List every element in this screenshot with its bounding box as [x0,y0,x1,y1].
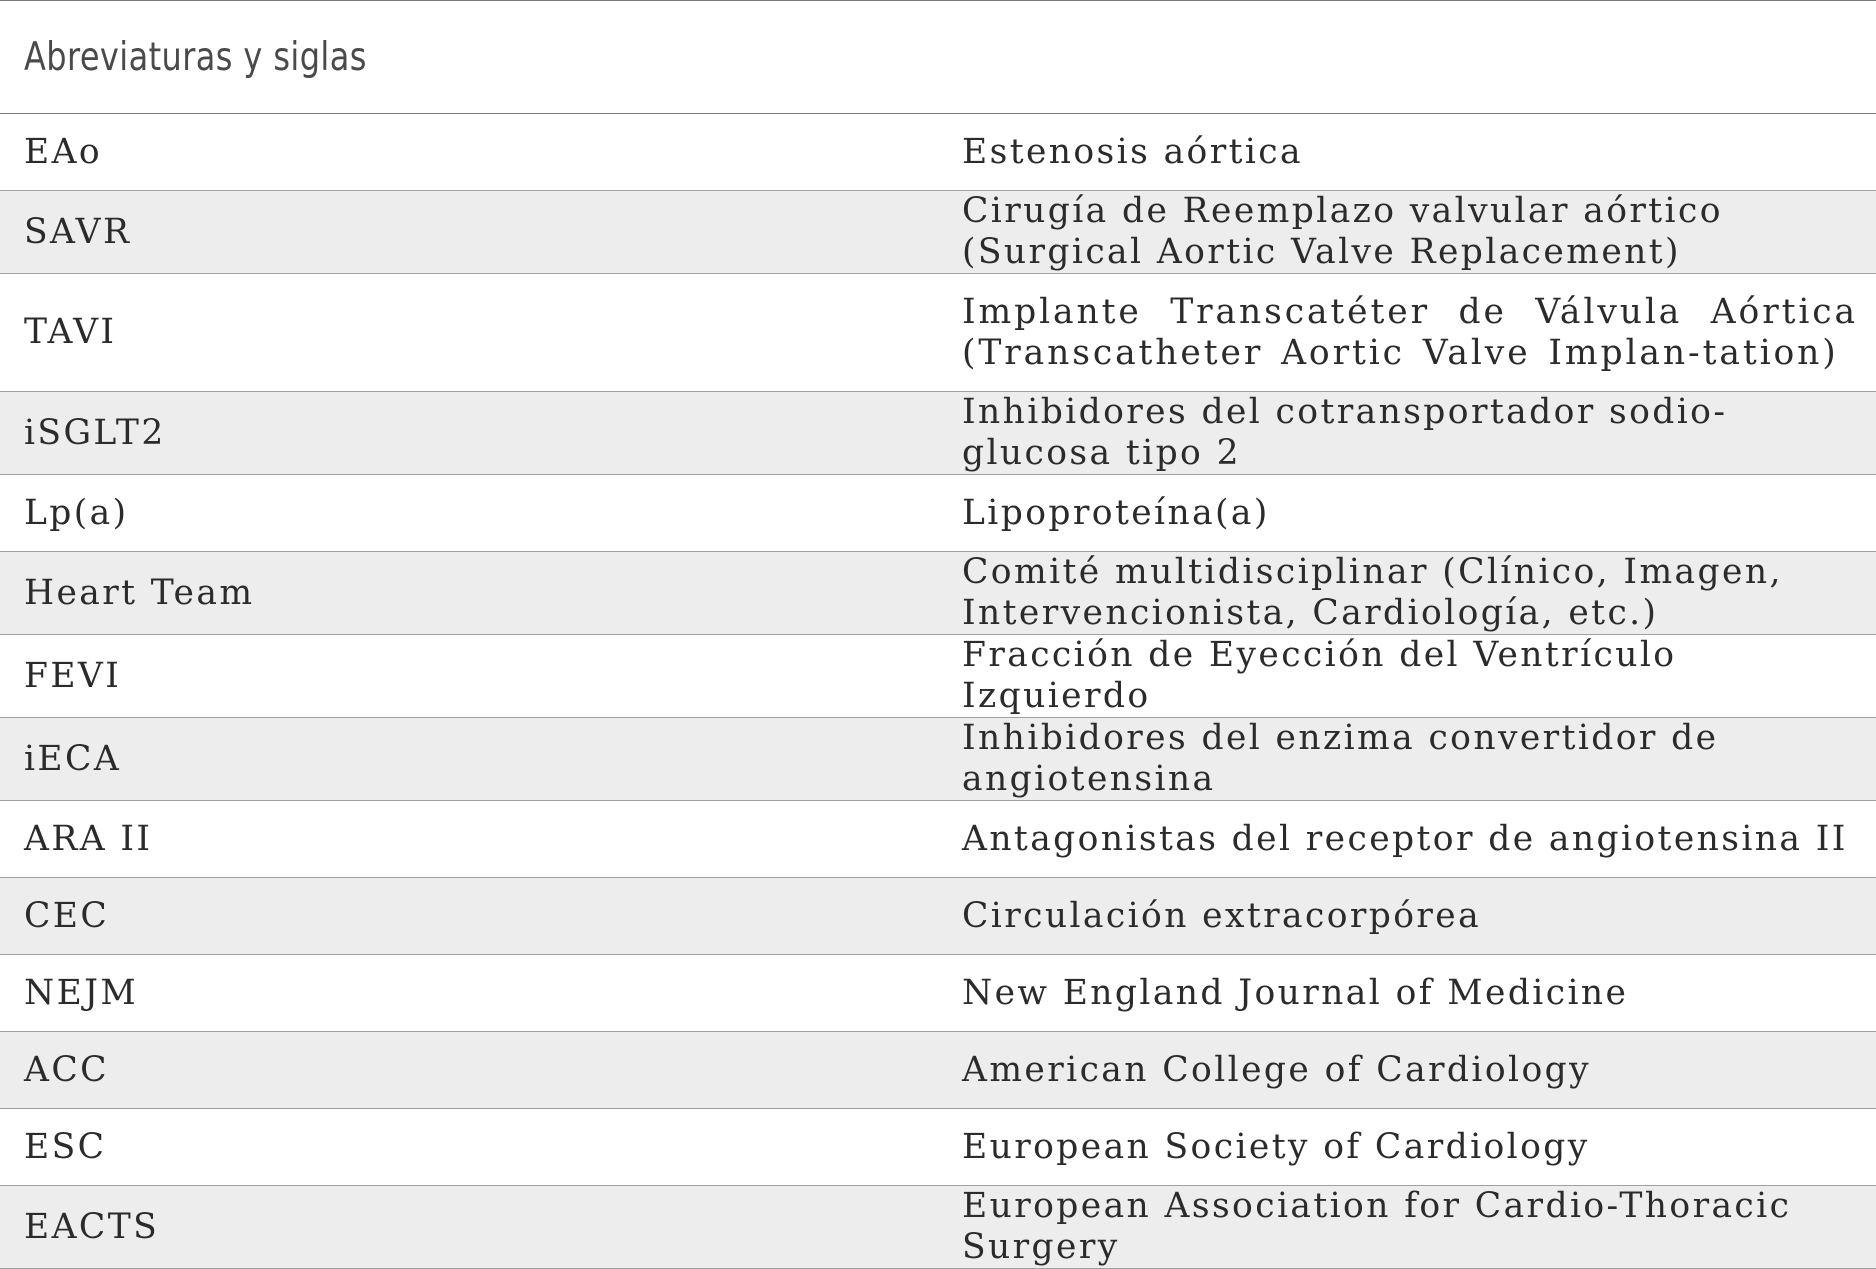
meaning-cell: Fracción de Eyección del Ventrículo Izquierdo [938,635,1876,718]
table-row [0,878,1876,955]
table-row [0,1109,1876,1186]
abbreviation-cell: ESC [0,1109,938,1186]
table-row [0,801,1876,878]
abbreviation-cell: ARA II [0,801,938,878]
table-row [0,635,1876,718]
meaning-cell: Antagonistas del receptor de angiotensina II [938,801,1876,878]
abbreviation-cell: iECA [0,718,938,801]
abbreviation-cell: ACC [0,1032,938,1109]
table-row [0,1186,1876,1269]
abbreviation-cell: NEJM [0,955,938,1032]
table-row [0,114,1876,191]
abbreviation-cell: CEC [0,878,938,955]
abbreviation-cell: FEVI [0,635,938,718]
meaning-cell: Inhibidores del cotransportador sodio-glucosa tipo 2 [938,392,1876,475]
table-row [0,392,1876,475]
meaning-cell: Cirugía de Reemplazo valvular aórtico (Surgical Aortic Valve Replacement) [938,191,1876,274]
table-row [0,552,1876,635]
abbreviation-cell: Heart Team [0,552,938,635]
meaning-cell: Estenosis aórtica [938,114,1876,191]
abbreviation-cell: TAVI [0,274,938,392]
meaning-cell: American College of Cardiology [938,1032,1876,1109]
table-row [0,475,1876,552]
table-caption-row [0,1,1876,114]
abbreviation-cell: EACTS [0,1186,938,1269]
abbreviation-cell: SAVR [0,191,938,274]
table-row [0,718,1876,801]
meaning-text: Implante Transcatéter de Válvula Aórtica (Transcatheter Aortic Valve Implan-tation) [962,291,1858,373]
table-caption: Abreviaturas y siglas [24,34,367,80]
abbreviation-cell: EAo [0,114,938,191]
table-caption-cell [0,1,1876,114]
meaning-cell [938,274,1876,392]
meaning-cell: Lipoproteína(a) [938,475,1876,552]
meaning-cell: New England Journal of Medicine [938,955,1876,1032]
meaning-cell: European Association for Cardio-Thoracic Surgery [938,1186,1876,1269]
meaning-cell: European Society of Cardiology [938,1109,1876,1186]
abbreviation-cell: iSGLT2 [0,392,938,475]
table-row [0,1032,1876,1109]
table-row [0,274,1876,392]
table-row [0,955,1876,1032]
abbreviation-cell: Lp(a) [0,475,938,552]
table-row [0,191,1876,274]
meaning-cell: Inhibidores del enzima convertidor de angiotensina [938,718,1876,801]
meaning-cell: Comité multidisciplinar (Clínico, Imagen, Intervencionista, Cardiología, etc.) [938,552,1876,635]
meaning-cell: Circulación extracorpórea [938,878,1876,955]
